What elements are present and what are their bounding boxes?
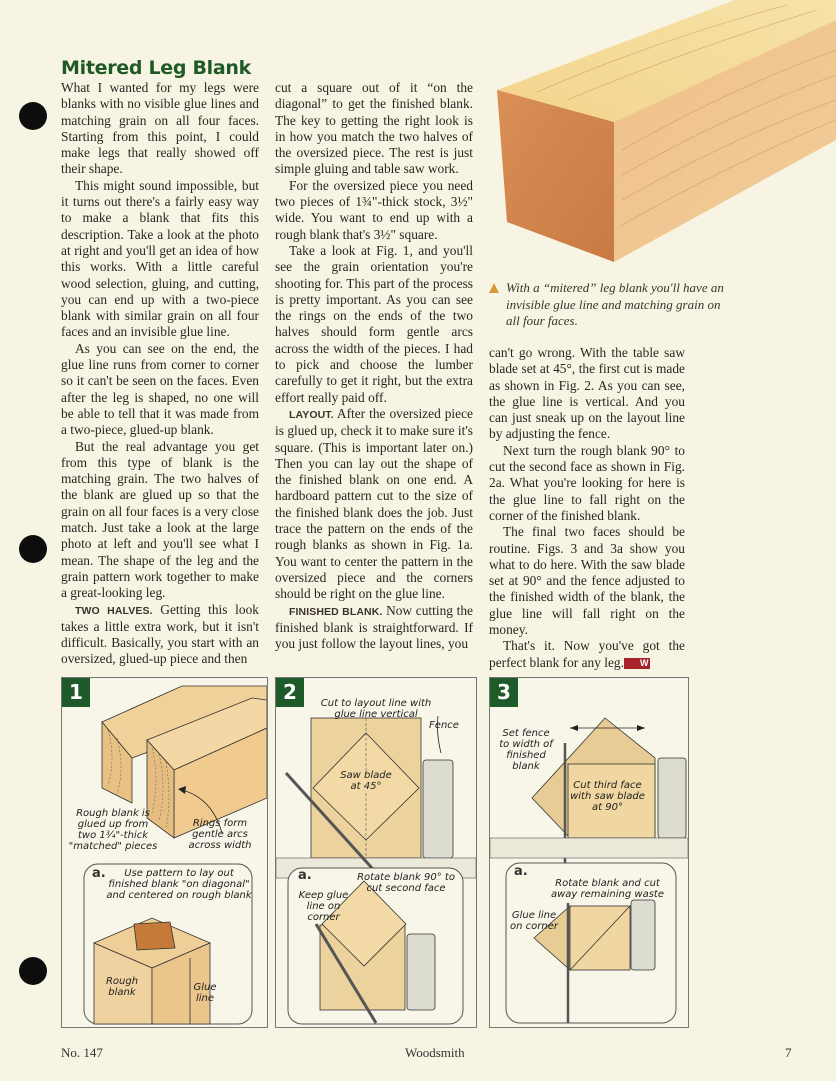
fig1a-rough-blank-label: Rough blank [105, 976, 139, 998]
figure-2 [275, 677, 477, 1028]
paragraph: As you can see on the end, the glue line runs from corner to corner so it can't be seen on the faces. Even after the leg is shaped, no one will be able to tell that it was made from a two-piece, glued-up blank. [61, 340, 259, 438]
paragraph: TWO HALVES. Getting this look takes a little extra work, but it isn't difficult. Basically, you start with an oversized, glued-up piece and then [61, 601, 259, 667]
paragraph: cut a square out of it “on the diagonal” to get the finished blank. The key to getting the right look is in how you match the two halves of the oversized piece. The rest is just simple gluing and table saw work. [275, 80, 473, 177]
paragraph: can't go wrong. With the table saw blade set at 45°, the first cut is made as shown in Fig. 2. As you can see, the glue line is vertical. And you can just sneak up on the layout line by adjusting the fence. [489, 345, 685, 442]
article-title: Mitered Leg Blank [61, 57, 251, 79]
run-in-heading: FINISHED BLANK. [289, 605, 383, 618]
footer-magazine: Woodsmith [405, 1045, 465, 1060]
fig3-set-fence-label: Set fence to width of finished blank [499, 728, 553, 772]
figure-number: 2 [276, 678, 304, 707]
footer-issue: No. 147 [61, 1045, 103, 1060]
paragraph: The final two faces should be routine. Figs. 3 and 3a show you what to do here. With the saw blade set at 90° and the fence adjusted to the finished width of the blank, the glue line will fall right on the money. [489, 524, 685, 638]
detail-letter: a. [92, 866, 106, 881]
run-in-heading: TWO HALVES. [75, 604, 153, 617]
fig2-saw-blade-label: Saw blade at 45° [336, 770, 396, 792]
paragraph: But the real advantage you get from this type of blank is the matching grain. The two halves of the blank are glued up so that the grain on all four faces is a very close match. Just take a look at the large photo at left and you'll see what I mean. The shape of the leg and the grain pattern work together to make a great-looking leg. [61, 438, 259, 601]
figure-1 [61, 677, 268, 1028]
caption-triangle-icon [489, 283, 499, 293]
paragraph: Take a look at Fig. 1, and you'll see the grain orientation you're shooting for. This part of the process is pretty important. As you can see the rings on the ends of the two halves should form gentle arcs across the width of the pieces. I had to pick and choose the lumber carefully to get it right, but the extra effort really paid off. [275, 242, 473, 405]
text-column-2 [275, 80, 473, 652]
fig1-rings-label: Rings form gentle arcs across width [188, 818, 252, 851]
paragraph: LAYOUT. After the oversized piece is glued up, check it to make sure it's square. (This is important later on.) Then you can lay out the shape of the finished blank on one end. A hardboard pattern cut to the size of the finished blank does the job. Just trace the pattern on the ends of the rough blanks as shown in Fig. 1a. You want to center the pattern in the oversized piece and the corners should be right on the glue line. [275, 405, 473, 602]
paragraph: FINISHED BLANK. Now cutting the finished blank is straightforward. If you just follow the layout lines, you [275, 602, 473, 652]
binder-hole-middle [19, 535, 47, 563]
run-in-heading: LAYOUT. [289, 408, 334, 421]
fig1a-glue-line-label: Glue line [193, 982, 217, 1004]
binder-hole-top [19, 102, 47, 130]
fig2-title-label: Cut to layout line with glue line vertical [320, 698, 432, 720]
fig2-fence-label: Fence [429, 720, 459, 731]
fig2a-keep-glue-label: Keep glue line on corner [298, 890, 349, 923]
figure-number: 1 [62, 678, 90, 707]
paragraph: That's it. Now you've got the perfect blank for any leg. W [489, 638, 685, 670]
paragraph: For the oversized piece you need two pieces of 1¾"-thick stock, 3½" wide. You want to end up with a rough blank that's 3½" square. [275, 177, 473, 242]
detail-letter: a. [298, 868, 312, 883]
photo-caption: With a “mitered” leg blank you'll have an invisible glue line and matching grain on all four faces. [489, 280, 729, 330]
paragraph: Next turn the rough blank 90° to cut the second face as shown in Fig. 2a. What you're looking for here is the glue line to fall right on the corner of the finished blank. [489, 442, 685, 523]
text-column-1 [61, 80, 259, 668]
binder-hole-bottom [19, 957, 47, 985]
figure-number: 3 [490, 678, 518, 707]
text-column-3 [489, 345, 685, 671]
fig3-cut-third-label: Cut third face with saw blade at 90° [570, 780, 645, 813]
footer-page-number: 7 [785, 1045, 792, 1060]
figure-3 [489, 677, 689, 1028]
paragraph: What I wanted for my legs were blanks with no visible glue lines and matching grain on all four faces. Starting from this point, I could make legs that really showed off their shape. [61, 80, 259, 177]
paragraph: This might sound impossible, but it turns out there's a fairly easy way to make a blank that fits this description. Take a look at the photo at right and you'll get an idea of how this works. With a little careful wood selection, gluing, and cutting, you can end up with a two-piece blank with similar grain on all four faces and an invisible glue line. [61, 177, 259, 340]
fig1-rough-blank-label: Rough blank is glued up from two 1¾"-thick "matched" pieces [68, 808, 158, 852]
fig3a-glue-line-label: Glue line on corner [510, 910, 558, 932]
woodsmith-end-mark-icon: W [624, 658, 651, 669]
fig3a-rotate-label: Rotate blank and cut away remaining waste [550, 878, 664, 900]
fig2a-rotate-label: Rotate blank 90° to cut second face [357, 872, 455, 894]
leg-blank-photo [497, 0, 836, 265]
fig1a-caption: Use pattern to lay out finished blank "on diagonal" and centered on rough blank [106, 868, 252, 901]
detail-letter: a. [514, 864, 528, 879]
